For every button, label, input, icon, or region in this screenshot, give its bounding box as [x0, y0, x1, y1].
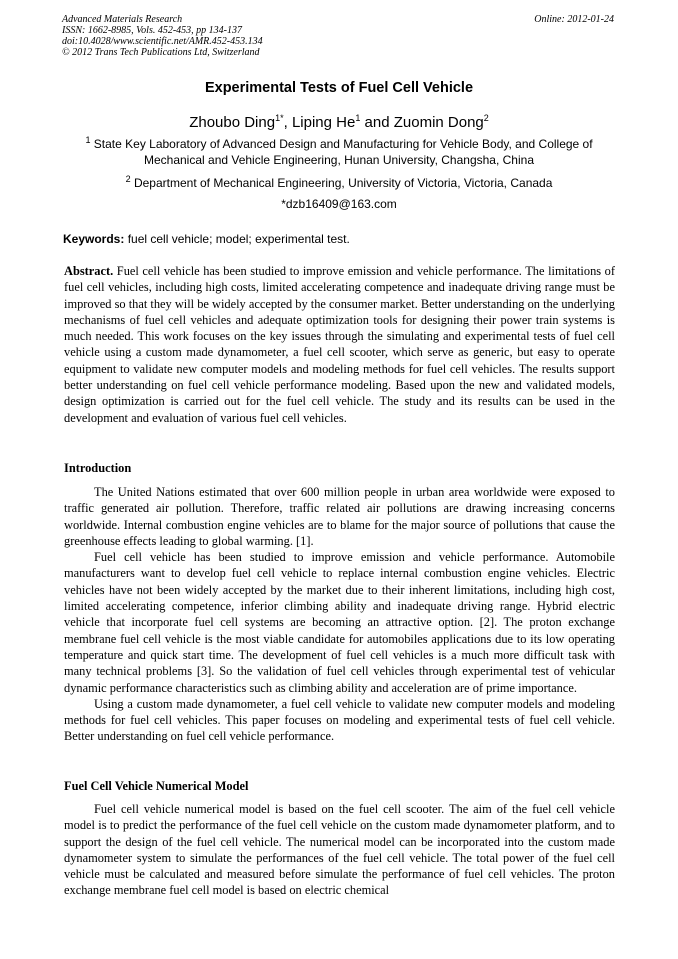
author-name: Liping He	[291, 114, 356, 131]
affiliation-mark: 1	[85, 135, 91, 145]
abstract-text: Fuel cell vehicle has been studied to improve emission and vehicle performance. The limitations of fuel cell vehicles, including high costs, limited accelerating competence and inadequate driving range must be improved so that they will be widely accepted by the consumer market. Better understanding on the underlying mechanisms of fuel cell vehicles and adequate optimization tools for designing their power train systems is much needed. This work focuses on the key issues through the simulating and experimental tests of fuel cell vehicle using a custom made dynamometer, a fuel cell scooter, which serve as generic, but easy to operate equipment to validate new computer models and modeling methods for fuel cell vehicles. The results support better understanding on fuel cell vehicle performance modeling. Based upon the new and validated models, design optimization is carried out for the fuel cell vehicle. The study and its results can be used in the development and evaluation of various fuel cell vehicles.	[64, 264, 615, 425]
keywords	[63, 232, 615, 246]
paragraph: Using a custom made dynamometer, a fuel cell vehicle to validate new computer models and modeling methods for fuel cell vehicles. This paper focuses on modeling and experimental tests of fuel cell vehicle. Better understanding on fuel cell vehicle performance.	[64, 696, 615, 744]
keywords-text: fuel cell vehicle; model; experimental test.	[124, 232, 350, 246]
affiliation-text: State Key Laboratory of Advanced Design and Manufacturing for Vehicle Body, and College of Mechanical and Vehicle Engineering, Hunan University, Changsha, China	[93, 137, 593, 167]
author-affil-mark: 1*	[275, 113, 284, 123]
paragraph: Fuel cell vehicle numerical model is based on the fuel cell scooter. The aim of the fuel cell vehicle model is to predict the performance of the fuel cell vehicle on the custom made dynamometer platform, and to support the design of the fuel cell vehicle. The numerical model can be incorporated into the custom made dynamometer system to simulate the performances of the fuel cell vehicle. The total power of the fuel cell vehicle must be calculated and measured before simulate the performance of fuel cell vehicles. The proton exchange membrane fuel cell model is based on electric chemical	[64, 802, 615, 898]
model-section-heading: Fuel Cell Vehicle Numerical Model	[64, 779, 249, 793]
model-section-body	[64, 801, 615, 899]
author-separator: ,	[283, 114, 292, 131]
journal-info	[62, 14, 614, 58]
author-list	[0, 114, 678, 131]
paragraph: The United Nations estimated that over 600 million people in urban area worldwide were exposed to traffic generated air pollution. Therefore, traffic related air pollutions are drawing increasing concerns worldwide. Internal combustion engine vehicles are to blame for the major source of pollutions that cause the greenhouse effects leading to global warming. [1].	[64, 485, 615, 548]
author-separator: and	[360, 114, 394, 131]
abstract	[64, 263, 615, 426]
journal-doi[interactable]: doi:10.4028/www.scientific.net/AMR.452-453.134	[62, 36, 263, 47]
online-date: Online: 2012-01-24	[534, 14, 614, 25]
author-name: Zuomin Dong	[393, 114, 484, 131]
journal-issn: ISSN: 1662-8985, Vols. 452-453, pp 134-137	[62, 25, 242, 36]
affiliation-1	[62, 136, 616, 168]
affiliation-mark: 2	[125, 174, 131, 184]
keywords-label: Keywords:	[63, 232, 125, 246]
paper-title: Experimental Tests of Fuel Cell Vehicle	[204, 80, 474, 96]
abstract-label: Abstract.	[64, 264, 114, 278]
journal-header	[62, 14, 614, 58]
author-affil-mark: 1	[355, 113, 361, 123]
introduction-body	[64, 484, 615, 745]
journal-name: Advanced Materials Research	[62, 14, 183, 25]
paragraph: Fuel cell vehicle has been studied to improve emission and vehicle performance. Automobile manufacturers want to develop fuel cell vehicle to replace internal combustion engine vehicles. Electric vehicles have not been widely accepted by the market due to their inherent limitations, including high cost, limited accelerating competence, inferior climbing ability and inadequate driving range. Hybrid electric vehicle that incorporate fuel cell systems are becoming an attractive option. [2]. The proton exchange membrane fuel cell vehicle is the most viable candidate for automobiles applications due to its low operating temperature and quick start time. The development of fuel cell vehicles is a much more difficult task with many technical problems [3]. So the validation of fuel cell vehicles through experimental test of vehicular dynamic performance characteristics such as climbing ability and acceleration are of prime importance.	[64, 550, 615, 695]
affiliation-2	[62, 175, 616, 191]
author-affil-mark: 2	[483, 113, 489, 123]
corresponding-email[interactable]: *dzb16409@163.com	[281, 197, 397, 211]
introduction-heading: Introduction	[64, 461, 132, 475]
author-name: Zhoubo Ding	[189, 114, 276, 131]
affiliation-text: Department of Mechanical Engineering, University of Victoria, Victoria, Canada	[133, 176, 553, 190]
journal-copyright: © 2012 Trans Tech Publications Ltd, Switzerland	[62, 47, 260, 58]
